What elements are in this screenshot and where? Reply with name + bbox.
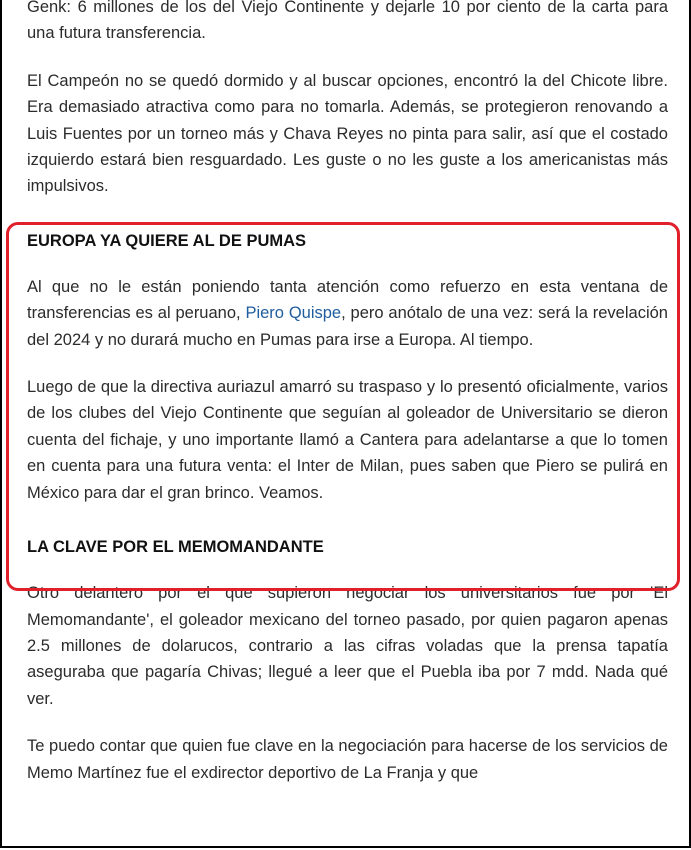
heading-clave: LA CLAVE POR EL MEMOMANDANTE: [27, 538, 324, 557]
piero-quispe-link[interactable]: Piero Quispe: [245, 304, 342, 323]
heading-europa: EUROPA YA QUIERE AL DE PUMAS: [27, 231, 307, 250]
article-body: [27, 0, 668, 786]
paragraph-clave-2: Te puedo contar que quien fue clave en la negociación para hacerse de los servicios de Memo Martínez fue el exdirector deportivo de La Franja y que: [27, 737, 668, 782]
paragraph-genk: Genk: 6 millones de los del Viejo Continente y dejarle 10 por ciento de la carta para una futura transferencia.: [27, 0, 668, 43]
paragraph-europa-2: Luego de que la directiva auriazul amarró su traspaso y lo presentó oficialmente, varios de los clubes del Viejo Continente que seguían al goleador de Universitario se dieron cuenta del fichaje, y uno importante llamó a Cantera para adelantarse a que lo tomen en cuenta para una futura venta: el Inter de Milan, pues saben que Piero se pulirá en México para dar el gran brinco. Veamos.: [27, 378, 668, 502]
paragraph-clave-1: Otro delantero por el que supieron negociar los universitarios fue por 'El Memomandante', el goleador mexicano del torneo pasado, por quien pagaron apenas 2.5 millones de dolarucos, contrario a las cifras voladas que la prensa tapatía aseguraba que pagaría Chivas; llegué a leer que el Puebla iba por 7 mdd. Nada qué ver.: [27, 584, 668, 708]
paragraph-europa-1: [27, 274, 668, 353]
paragraph-campeon: El Campeón no se quedó dormido y al buscar opciones, encontró la del Chicote libre. Era demasiado atractiva como para no tomarla. Además, se protegieron renovando a Luis Fuentes por un torneo más y Chava Reyes no pinta para salir, así que el costado izquierdo estará bien resguardado. Les guste o no les guste a los americanistas más impulsivos.: [27, 71, 668, 196]
paragraph-europa-1-start: Al que no le están poniendo tanta atención como refuerzo en esta ventana de transferencias es al peruano,: [27, 277, 668, 323]
paragraph-europa-1-end: , pero anótalo de una vez: será la revelación del 2024 y no durará mucho en Pumas para irse a Europa. Al tiempo.: [27, 304, 668, 349]
